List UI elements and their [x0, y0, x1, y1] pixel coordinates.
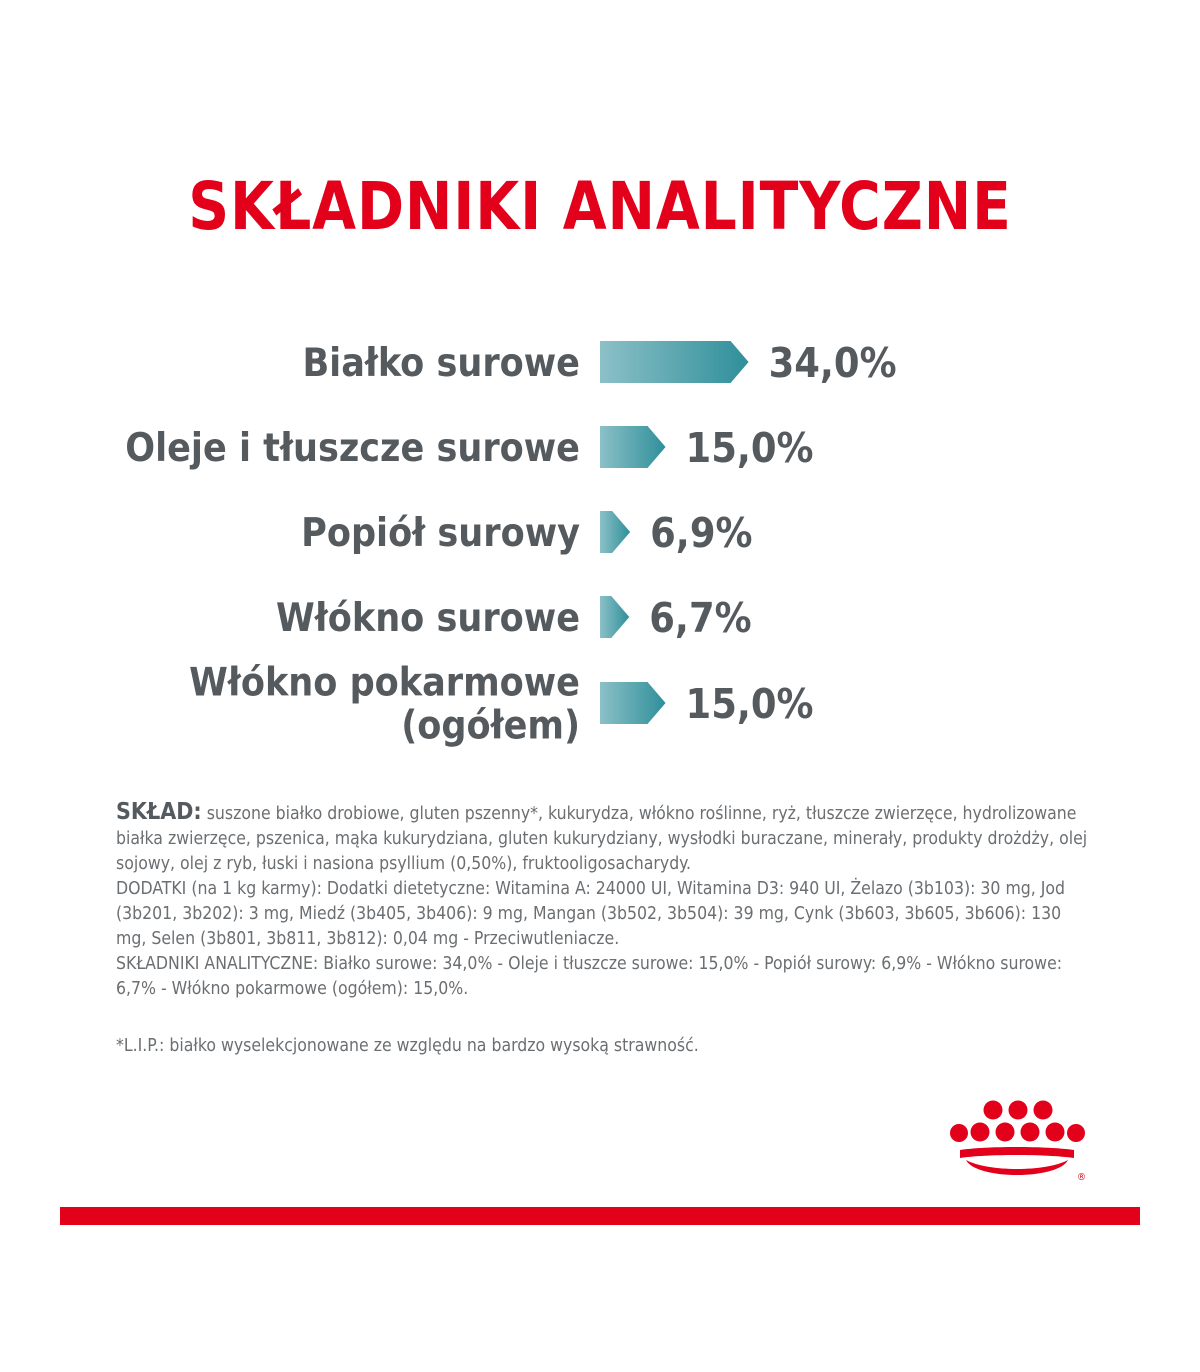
- value-label-1: 34,0%: [768, 339, 897, 387]
- sklad-text: suszone białko drobiowe, gluten pszenny*, kukurydza, włókno roślinne, ryż, tłuszcze zwierzęce, hydrolizowane białka zwierzęce, pszenica, mąka kukurydziana, gluten kukurydziany, wysłodki buraczane, minerały, produkty drożdży, olej sojowy, olej z ryb, łuski i nasiona psyllium (0,50%), fruktooligosacharydy.: [116, 804, 1088, 874]
- bar-2: [600, 426, 666, 468]
- category-label-5-line-2: (ogółem): [401, 703, 580, 749]
- bar-4: [600, 596, 629, 638]
- category-label-5-line-1: Włókno pokarmowe: [189, 660, 580, 706]
- value-label-4: 6,7%: [649, 594, 752, 642]
- value-label-5: 15,0%: [685, 680, 814, 728]
- category-label-3: Popiół surowy: [301, 511, 580, 556]
- bar-5: [600, 682, 666, 724]
- bar-3: [600, 511, 630, 553]
- composition-text: [116, 800, 1096, 1002]
- analytical-text: SKŁADNIKI ANALITYCZNE: Białko surowe: 34,0% - Oleje i tłuszcze surowe: 15,0% - Popiół surowy: 6,9% - Włókno surowe: 6,7% - Włókno pokarmowe (ogółem): 15,0%.: [116, 954, 1063, 999]
- royal-canin-crown-logo: [946, 1100, 1096, 1186]
- additives-text: DODATKI (na 1 kg karmy): Dodatki dietetyczne: Witamina A: 24000 UI, Witamina D3: 940 UI, Żelazo (3b103): 30 mg, Jod (3b201, 3b202): 3 mg, Miedź (3b405, 3b406): 9 mg, Mangan (3b502, 3b504): 39 mg, Cynk (3b603, 3b605, 3b606): 130 mg, Selen (3b801, 3b811, 3b812): 0,04 mg - Przeciwutleniacze.: [116, 879, 1066, 949]
- value-label-3: 6,9%: [650, 509, 753, 557]
- footnote-text: *L.I.P.: białko wyselekcjonowane ze względu na bardzo wysoką strawność.: [116, 1036, 699, 1056]
- sklad-label: SKŁAD:: [116, 799, 202, 825]
- category-label-1: Białko surowe: [302, 341, 580, 386]
- category-label-2: Oleje i tłuszcze surowe: [125, 426, 580, 471]
- value-label-2: 15,0%: [685, 424, 814, 472]
- category-label-4: Włókno surowe: [276, 596, 580, 641]
- bottom-red-band: [60, 1207, 1140, 1225]
- bar-1: [600, 341, 749, 383]
- registered-mark: ®: [1077, 1172, 1086, 1183]
- chart-title: SKŁADNIKI ANALITYCZNE: [188, 168, 1012, 245]
